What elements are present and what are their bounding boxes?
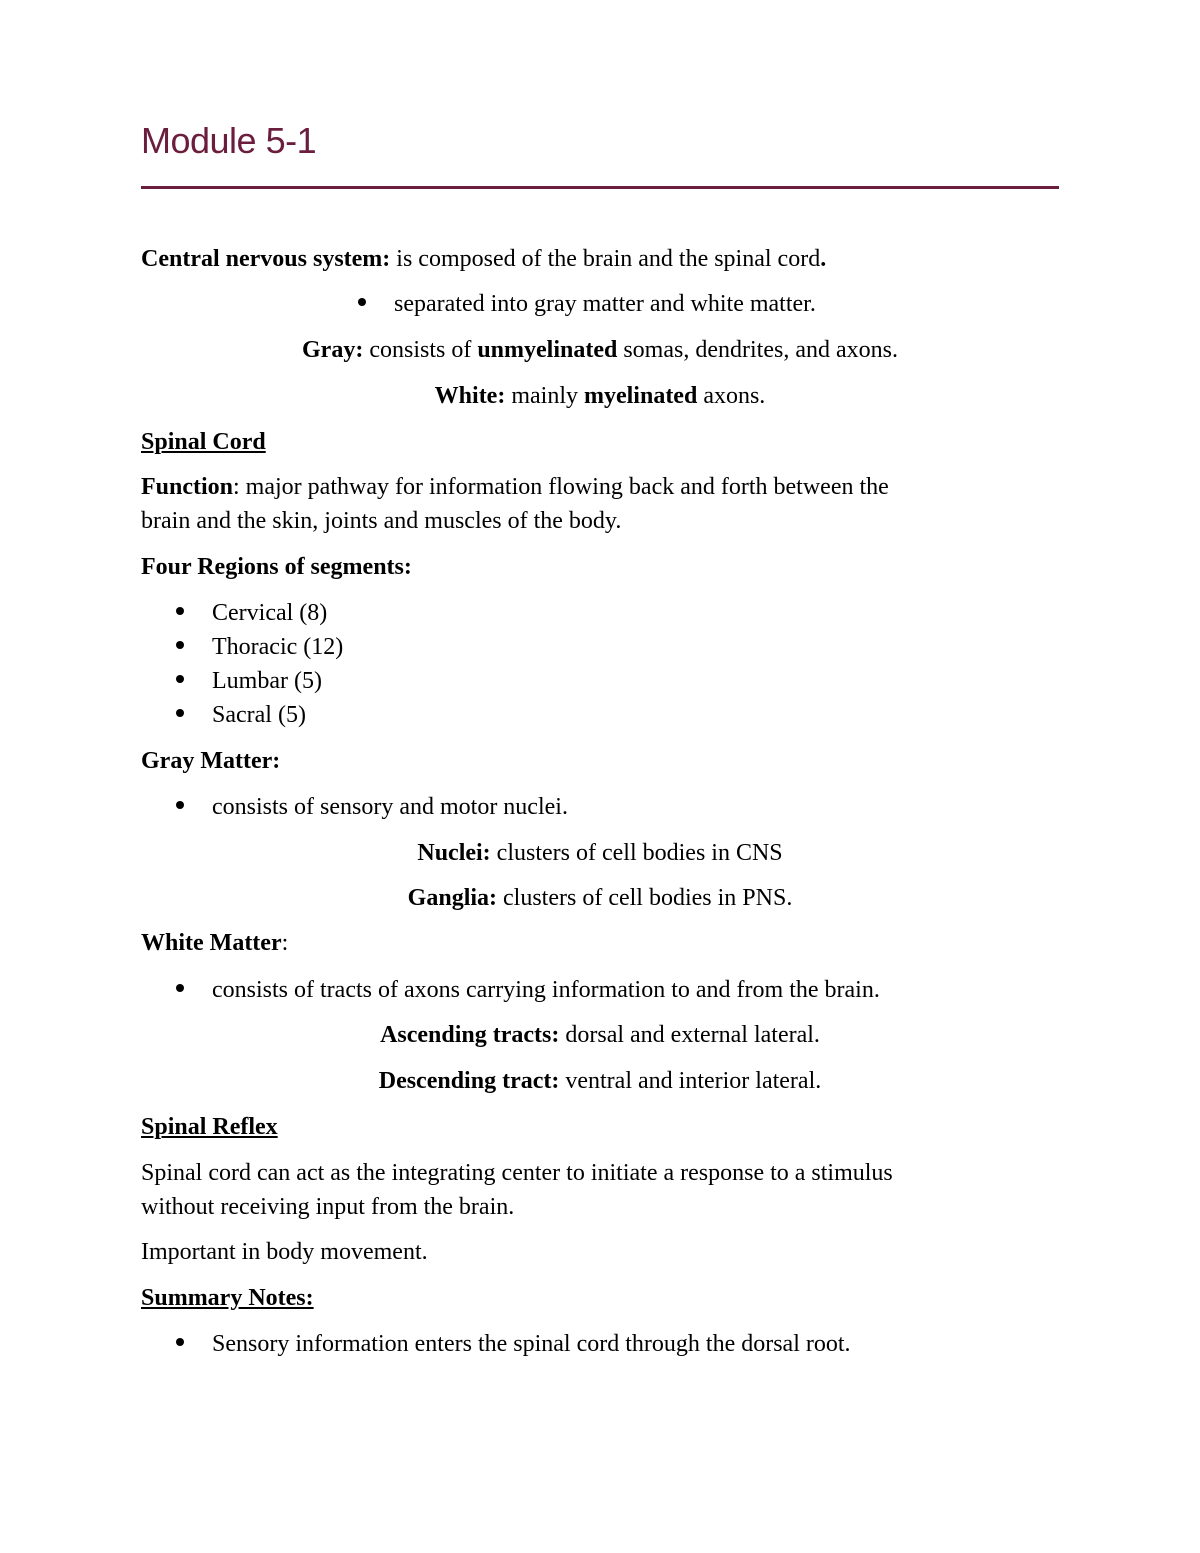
cns-label: Central nervous system:: [141, 246, 391, 272]
cns-bullet: separated into gray matter and white matter.: [394, 291, 816, 317]
summary-bullet: Sensory information enters the spinal cord through the dorsal root.: [212, 1331, 851, 1357]
white-text-1: mainly: [505, 383, 584, 409]
function-line-1: [141, 473, 889, 501]
gray-matter-bullet: consists of sensory and motor nuclei.: [212, 794, 568, 820]
region-item: Sacral (5): [212, 702, 306, 728]
bullet-icon: [176, 675, 184, 683]
white-definition: [0, 382, 1200, 410]
ascending-text: dorsal and external lateral.: [559, 1022, 820, 1048]
white-matter-bullet: consists of tracts of axons carrying information to and from the brain.: [212, 977, 880, 1003]
ganglia-label: Ganglia:: [407, 885, 498, 911]
nuclei-definition: [0, 839, 1200, 867]
function-line-2: brain and the skin, joints and muscles of the body.: [141, 508, 622, 534]
cns-paragraph: [141, 245, 826, 273]
white-label: White:: [434, 383, 506, 409]
spinal-reflex-line-2: without receiving input from the brain.: [141, 1194, 515, 1220]
white-text-2: axons.: [697, 383, 766, 409]
bullet-icon: [176, 641, 184, 649]
gray-definition: [0, 336, 1200, 364]
cns-text: is composed of the brain and the spinal cord: [390, 246, 821, 272]
bullet-icon: [358, 298, 366, 306]
bullet-icon: [176, 984, 184, 992]
bullet-icon: [176, 607, 184, 615]
region-item: Thoracic (12): [212, 634, 344, 660]
white-matter-label: White Matter: [141, 930, 282, 956]
gray-text-1: consists of: [363, 337, 478, 363]
descending-definition: [0, 1067, 1200, 1095]
cns-end: .: [820, 246, 827, 272]
page-title: Module 5-1: [141, 120, 317, 161]
gray-matter-heading: Gray Matter:: [141, 748, 281, 774]
spinal-reflex-line-3: Important in body movement.: [141, 1239, 428, 1265]
white-matter-heading: [141, 929, 288, 957]
descending-text: ventral and interior lateral.: [559, 1068, 822, 1094]
spinal-cord-heading: Spinal Cord: [141, 429, 266, 455]
descending-label: Descending tract:: [378, 1068, 560, 1094]
title-divider: [141, 186, 1059, 189]
summary-heading: Summary Notes:: [141, 1285, 314, 1311]
gray-label: Gray:: [302, 337, 364, 363]
bullet-icon: [176, 1338, 184, 1346]
gray-bold: unmyelinated: [477, 337, 618, 363]
spinal-reflex-heading: Spinal Reflex: [141, 1114, 278, 1140]
nuclei-text: clusters of cell bodies in CNS: [490, 840, 783, 866]
spinal-reflex-line-1: Spinal cord can act as the integrating center to initiate a response to a stimulus: [141, 1160, 893, 1186]
bullet-icon: [176, 709, 184, 717]
bullet-icon: [176, 801, 184, 809]
white-bold: myelinated: [583, 383, 698, 409]
ascending-definition: [0, 1021, 1200, 1049]
function-label: Function: [141, 474, 234, 500]
gray-text-2: somas, dendrites, and axons.: [617, 337, 898, 363]
regions-heading: Four Regions of segments:: [141, 554, 412, 580]
function-text: : major pathway for information flowing back and forth between the: [233, 474, 889, 500]
white-matter-colon: :: [281, 930, 289, 956]
region-item: Lumbar (5): [212, 668, 322, 694]
ascending-label: Ascending tracts:: [380, 1022, 560, 1048]
ganglia-definition: [0, 884, 1200, 912]
nuclei-label: Nuclei:: [417, 840, 491, 866]
region-item: Cervical (8): [212, 600, 328, 626]
ganglia-text: clusters of cell bodies in PNS.: [497, 885, 793, 911]
